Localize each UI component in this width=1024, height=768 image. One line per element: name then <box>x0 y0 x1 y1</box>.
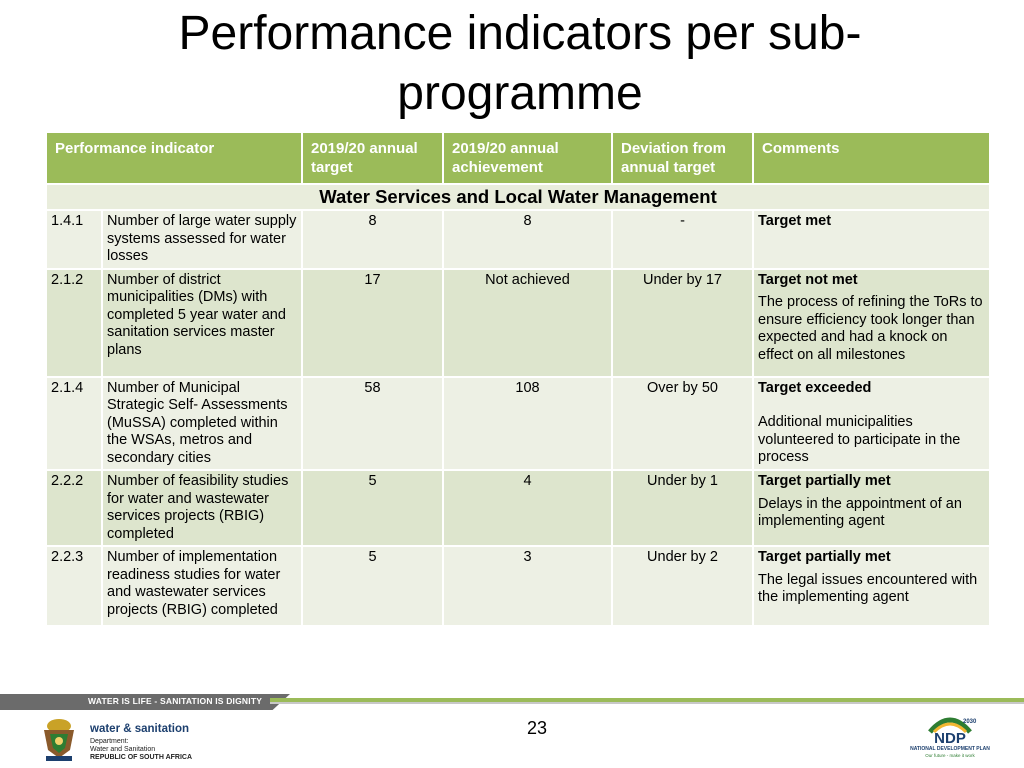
row-target: 8 <box>302 210 443 269</box>
header-deviation: Deviation from annual target <box>612 132 753 184</box>
row-target: 5 <box>302 470 443 546</box>
row-code: 1.4.1 <box>46 210 102 269</box>
row-code: 2.1.4 <box>46 377 102 471</box>
row-indicator: Number of implementation readiness studies for water and wastewater services projects (RBIG) completed <box>102 546 302 626</box>
page-number: 23 <box>526 718 548 738</box>
table-row <box>46 470 990 546</box>
comment-text: The legal issues encountered with the implementing agent <box>758 571 978 605</box>
table-row <box>46 546 990 626</box>
row-deviation: Under by 17 <box>612 269 753 377</box>
row-indicator: Number of Municipal Strategic Self- Assessments (MuSSA) completed within the WSAs, metros and secondary cities <box>102 377 302 471</box>
ndp-year: 2030 <box>963 719 977 725</box>
coat-of-arms-icon <box>36 716 82 764</box>
row-code: 2.1.2 <box>46 269 102 377</box>
row-deviation: Under by 2 <box>612 546 753 626</box>
header-annual-achievement: 2019/20 annual achievement <box>443 132 612 184</box>
footer-band <box>0 694 1024 714</box>
row-achievement: 8 <box>443 210 612 269</box>
table-row <box>46 269 990 377</box>
ndp-emblem-icon <box>908 710 992 746</box>
comment-status: Target partially met <box>758 549 891 565</box>
comment-status: Target partially met <box>758 473 891 489</box>
comment-status: Target exceeded <box>758 379 872 396</box>
department-line-2: Water and Sanitation <box>90 746 156 753</box>
department-subtitle <box>90 738 192 762</box>
row-code: 2.2.2 <box>46 470 102 546</box>
header-performance-indicator: Performance indicator <box>46 132 302 184</box>
comment-text: The process of refining the ToRs to ensure efficiency took longer than expected and had a knock on effect on all milestones <box>758 294 983 363</box>
row-deviation: - <box>612 210 753 269</box>
ndp-wordmark: NDP <box>934 730 966 746</box>
slide-title: Performance indicators per sub-programme <box>178 7 862 120</box>
section-row <box>46 184 990 210</box>
table-row <box>46 377 990 471</box>
department-logo <box>36 716 216 764</box>
row-target: 5 <box>302 546 443 626</box>
row-achievement: 108 <box>443 377 612 471</box>
row-comment <box>753 470 990 546</box>
comment-text: Additional municipalities volunteered to participate in the process <box>758 414 961 465</box>
row-indicator: Number of district municipalities (DMs) with completed 5 year water and sanitation services master plans <box>102 269 302 377</box>
row-achievement: Not achieved <box>443 269 612 377</box>
comment-status: Target not met <box>758 271 858 288</box>
performance-table <box>45 131 991 627</box>
department-name: water & sanitation <box>90 723 190 735</box>
table-row <box>46 210 990 269</box>
ndp-logo <box>908 710 992 766</box>
row-achievement: 3 <box>443 546 612 626</box>
footer-tagline: WATER IS LIFE - SANITATION IS DIGNITY <box>88 696 263 706</box>
row-comment <box>753 269 990 377</box>
row-deviation: Under by 1 <box>612 470 753 546</box>
row-comment <box>753 377 990 471</box>
department-line-3: REPUBLIC OF SOUTH AFRICA <box>90 754 193 761</box>
section-title: Water Services and Local Water Management <box>46 184 990 210</box>
header-comments: Comments <box>753 132 990 184</box>
row-comment <box>753 546 990 626</box>
row-indicator: Number of feasibility studies for water and wastewater services projects (RBIG) completed <box>102 470 302 546</box>
row-target: 58 <box>302 377 443 471</box>
row-achievement: 4 <box>443 470 612 546</box>
row-target: 17 <box>302 269 443 377</box>
ndp-caption: NATIONAL DEVELOPMENT PLAN <box>910 746 990 752</box>
comment-status: Target met <box>758 213 832 229</box>
table-header-row <box>46 132 990 184</box>
footer-grey-line <box>270 702 1024 704</box>
department-line-1: Department: <box>90 738 129 745</box>
ndp-tagline: Our future - make it work <box>925 753 975 758</box>
row-deviation: Over by 50 <box>612 377 753 471</box>
row-indicator: Number of large water supply systems assessed for water losses <box>102 210 302 269</box>
comment-text: Delays in the appointment of an implementing agent <box>758 495 962 529</box>
row-comment <box>753 210 990 269</box>
header-annual-target: 2019/20 annual target <box>302 132 443 184</box>
row-code: 2.2.3 <box>46 546 102 626</box>
